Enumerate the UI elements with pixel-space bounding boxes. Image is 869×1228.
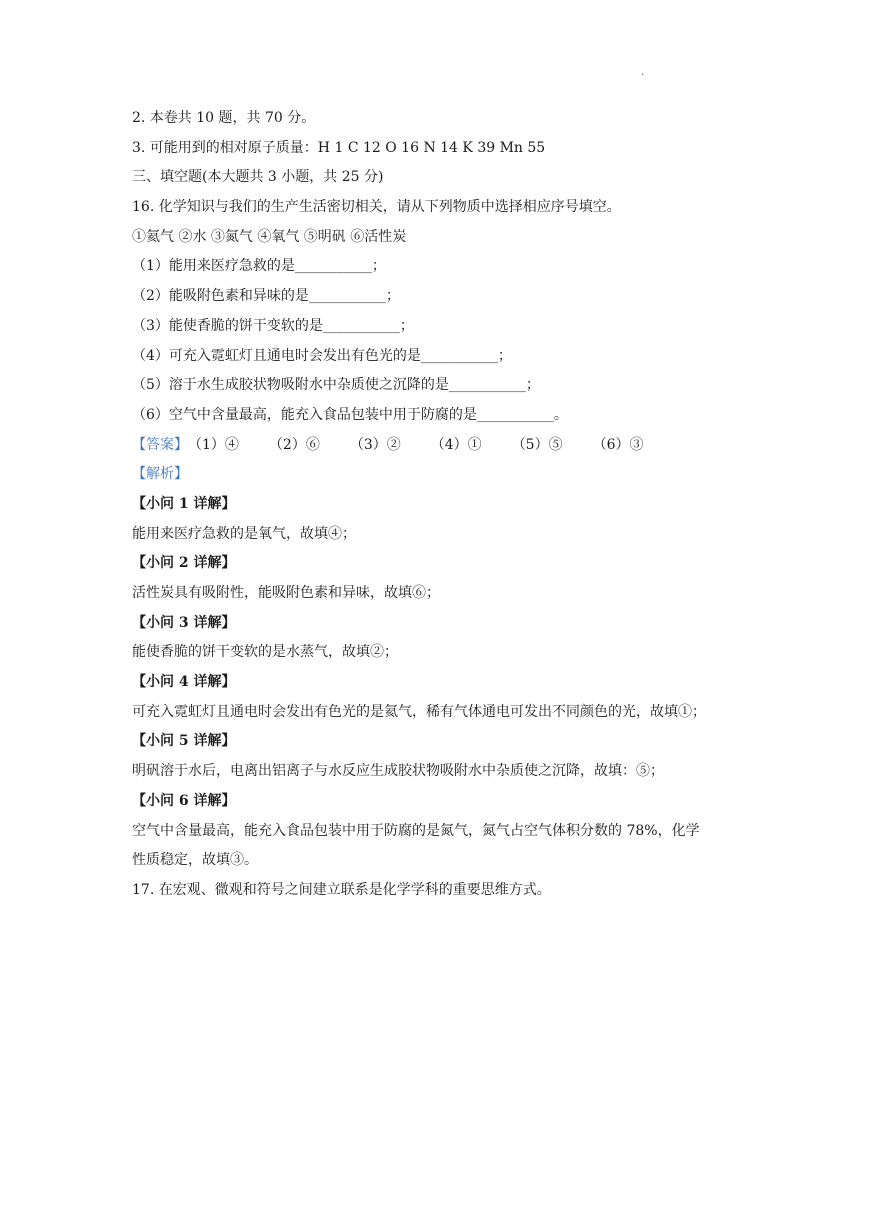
header-mark: ·	[641, 70, 645, 81]
answer-item: （3）②	[349, 436, 401, 453]
detail-body-3: 能使香脆的饼干变软的是水蒸气，故填②；	[132, 644, 398, 661]
question-17-stem: 17. 在宏观、微观和符号之间建立联系是化学学科的重要思维方式。	[132, 881, 551, 898]
document-body	[132, 104, 742, 906]
question-16-sub-3: （3）能使香脆的饼干变软的是___________；	[132, 317, 414, 334]
detail-body-6: 空气中含量最高，能充入食品包装中用于防腐的是氮气，氮气占空气体积分数的 78%，化学	[132, 822, 700, 839]
question-16-sub-1: （1）能用来医疗急救的是___________；	[132, 258, 386, 275]
detail-body-1: 能用来医疗急救的是氧气，故填④；	[132, 525, 356, 542]
question-16-options: ①氦气 ②水 ③氮气 ④氧气 ⑤明矾 ⑥活性炭	[132, 228, 407, 245]
answer-item: （1）④	[188, 436, 239, 453]
detail-heading-2: 【小问 2 详解】	[132, 555, 236, 572]
detail-heading-5: 【小问 5 详解】	[132, 733, 236, 750]
detail-heading-1: 【小问 1 详解】	[132, 495, 236, 512]
answer-item: （5）⑤	[511, 436, 563, 453]
answer-line	[132, 431, 742, 461]
detail-heading-6: 【小问 6 详解】	[132, 792, 236, 809]
question-16-sub-2: （2）能吸附色素和异味的是___________；	[132, 288, 400, 305]
instruction-line-2: 2. 本卷共 10 题，共 70 分。	[132, 110, 316, 126]
detail-heading-4: 【小问 4 详解】	[132, 674, 236, 691]
question-16-sub-5: （5）溶于水生成胶状物吸附水中杂质使之沉降的是___________；	[132, 377, 540, 394]
question-16-sub-6: （6）空气中含量最高，能充入食品包装中用于防腐的是___________。	[132, 406, 568, 423]
detail-heading-3: 【小问 3 详解】	[132, 614, 236, 631]
detail-body-4: 可充入霓虹灯且通电时会发出有色光的是氦气，稀有气体通电可发出不同颜色的光，故填①；	[132, 703, 706, 720]
section-title: 三、填空题(本大题共 3 小题，共 25 分)	[132, 169, 384, 186]
question-16-stem: 16. 化学知识与我们的生产生活密切相关，请从下列物质中选择相应序号填空。	[132, 199, 621, 216]
answer-item: （2）⑥	[268, 436, 320, 453]
detail-body-6-continued: 性质稳定，故填③。	[132, 852, 258, 869]
answer-label: 【答案】	[132, 436, 188, 453]
detail-body-5: 明矾溶于水后，电离出铝离子与水反应生成胶状物吸附水中杂质使之沉降，故填：⑤；	[132, 763, 664, 780]
question-16-sub-4: （4）可充入霓虹灯且通电时会发出有色光的是___________；	[132, 347, 512, 364]
instruction-line-3: 3. 可能用到的相对原子质量：H 1 C 12 O 16 N 14 K 39 Mn 55	[132, 139, 546, 156]
detail-body-2: 活性炭具有吸附性，能吸附色素和异味，故填⑥；	[132, 585, 440, 601]
answer-item: （6）③	[592, 436, 644, 453]
analysis-label: 【解析】	[132, 466, 188, 483]
answer-item: （4）①	[430, 436, 482, 453]
